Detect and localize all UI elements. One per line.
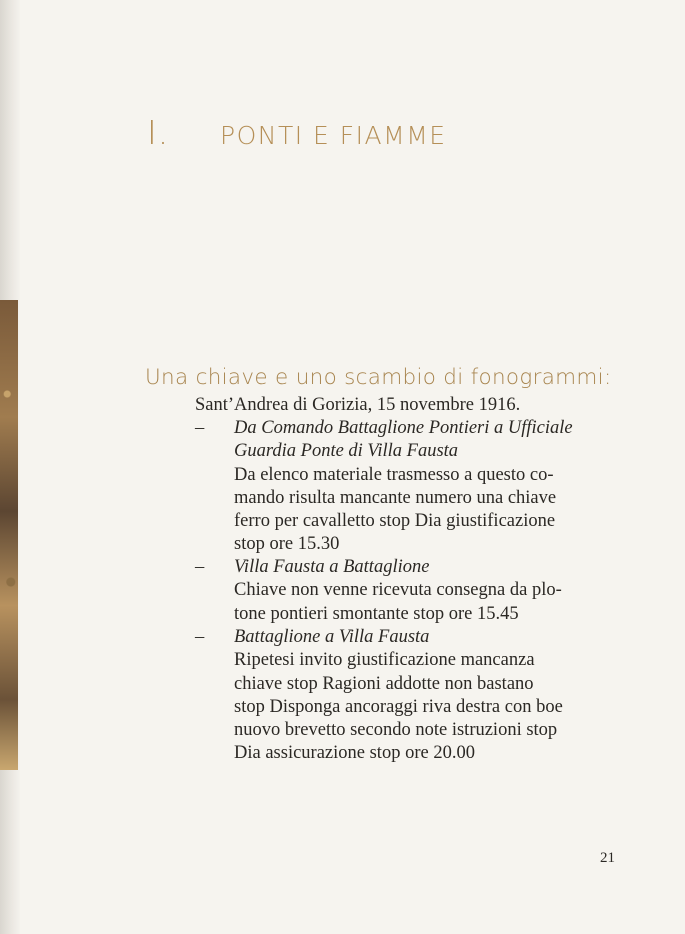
- entry-text-line: ferro per cavalletto stop Dia giustificazione: [234, 511, 556, 532]
- entry-body: [234, 556, 625, 626]
- chapter-number: I.: [147, 113, 170, 152]
- message-entry: [195, 417, 625, 557]
- facing-page-image-edge: [0, 300, 18, 770]
- entry-body: [234, 417, 625, 557]
- entry-heading-line: Guardia Ponte di Villa Fausta: [234, 441, 459, 462]
- message-entry: [195, 626, 625, 766]
- entry-dash: –: [195, 627, 205, 647]
- entry-body: [234, 626, 625, 766]
- entry-text-line: tone pontieri smontante stop ore 15.45: [234, 603, 519, 624]
- section-title: Una chiave e uno scambio di fonogrammi:: [145, 365, 612, 390]
- chapter-title: PONTI E FIAMME: [220, 121, 447, 150]
- entry-text-line: Dia assicurazione stop ore 20.00: [234, 743, 475, 764]
- entry-text-line: mando risulta mancante numero una chiave: [234, 487, 557, 508]
- entry-text-line: stop ore 15.30: [234, 534, 340, 555]
- entry-text-line: stop Disponga ancoraggi riva destra con boe: [234, 696, 563, 717]
- entry-heading-line: Da Comando Battaglione Pontieri a Ufficiale: [234, 418, 573, 438]
- entry-text-line: chiave stop Ragioni addotte non bastano: [234, 673, 534, 694]
- entry-heading-line: Battaglione a Villa Fausta: [234, 627, 430, 647]
- entry-dash: –: [195, 418, 205, 438]
- entry-text-line: Da elenco materiale trasmesso a questo co-: [234, 464, 554, 485]
- place-date-line: Sant’Andrea di Gorizia, 15 novembre 1916.: [195, 395, 521, 415]
- entry-heading-line: Villa Fausta a Battaglione: [234, 557, 430, 577]
- entry-text-line: Ripetesi invito giustificazione mancanza: [234, 650, 535, 671]
- page-number: 21: [600, 850, 615, 866]
- message-entry: [195, 556, 625, 626]
- entry-dash: –: [195, 557, 205, 577]
- entry-text-line: Chiave non venne ricevuta consegna da plo-: [234, 580, 562, 601]
- entry-text-line: nuovo brevetto secondo note istruzioni stop: [234, 720, 558, 741]
- book-page: [20, 0, 685, 934]
